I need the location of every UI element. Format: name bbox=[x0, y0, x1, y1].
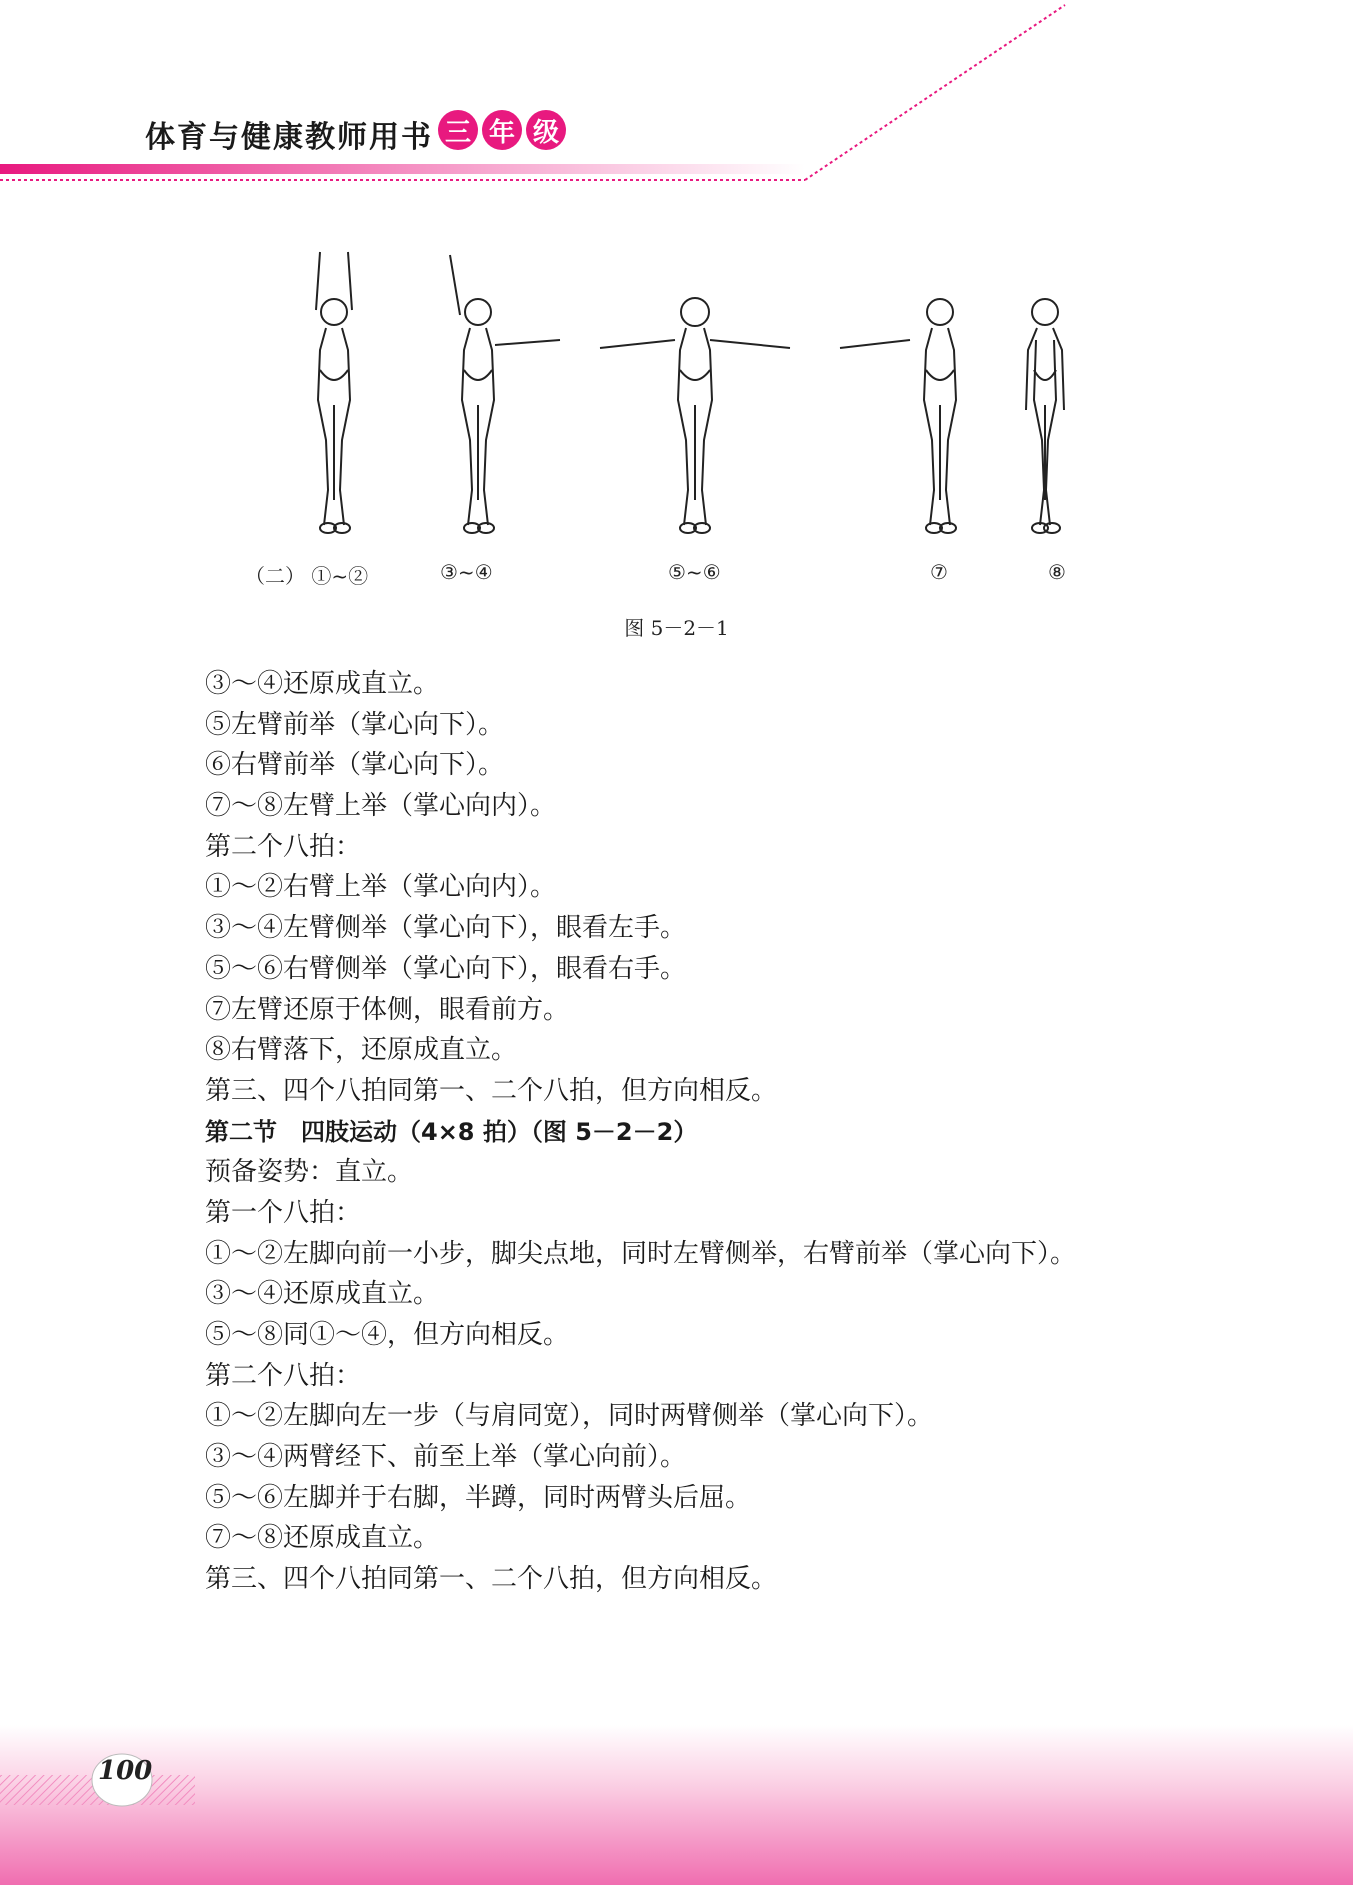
footer-decoration bbox=[0, 1725, 1353, 1885]
grade-char-1: 三 bbox=[438, 110, 478, 150]
text-line: ⑥右臂前举（掌心向下）。 bbox=[205, 750, 505, 781]
exercise-figure bbox=[280, 240, 1100, 540]
text-line: 预备姿势：直立。 bbox=[205, 1157, 414, 1188]
body-text bbox=[205, 664, 1205, 1600]
text-line: ①～②左脚向左一步（与肩同宽），同时两臂侧举（掌心向下）。 bbox=[205, 1401, 934, 1432]
book-title: 体育与健康教师用书 bbox=[145, 120, 433, 155]
section-heading: 第二节 四肢运动（4×8 拍）（图 5－2－2） bbox=[205, 1117, 698, 1146]
figure-pose-4 bbox=[840, 299, 956, 533]
text-line: ③～④还原成直立。 bbox=[205, 669, 440, 699]
figure-label-4: ⑦ bbox=[930, 560, 948, 584]
figure-label-2: ③~④ bbox=[440, 560, 493, 584]
text-line: ⑦左臂还原于体侧，眼看前方。 bbox=[205, 994, 570, 1025]
grade-char-2: 年 bbox=[482, 110, 522, 150]
text-line: ⑤左臂前举（掌心向下）。 bbox=[205, 709, 505, 740]
grade-char-3: 级 bbox=[526, 110, 566, 150]
figure-pose-5 bbox=[1026, 299, 1064, 533]
text-line: ⑤～⑥左脚并于右脚，半蹲，同时两臂头后屈。 bbox=[205, 1482, 752, 1513]
text-line: ③～④两臂经下、前至上举（掌心向前）。 bbox=[205, 1442, 687, 1473]
text-line: ⑦～⑧还原成直立。 bbox=[205, 1523, 440, 1554]
text-line: ⑦～⑧左臂上举（掌心向内）。 bbox=[205, 791, 557, 822]
text-line: 第三、四个八拍同第一、二个八拍，但方向相反。 bbox=[205, 1564, 778, 1595]
text-line: ③～④左臂侧举（掌心向下），眼看左手。 bbox=[205, 913, 687, 944]
text-line: ⑧右臂落下，还原成直立。 bbox=[205, 1035, 518, 1066]
page-number: 100 bbox=[98, 1756, 153, 1786]
text-line: ①～②左脚向前一小步，脚尖点地，同时左臂侧举，右臂前举（掌心向下）。 bbox=[205, 1238, 1077, 1269]
figure-label-5: ⑧ bbox=[1048, 560, 1066, 584]
text-line: 第二个八拍： bbox=[205, 831, 362, 862]
figure-pose-3 bbox=[600, 298, 790, 533]
figure-caption: 图 5－2－1 bbox=[624, 616, 729, 640]
figure-pose-1 bbox=[316, 252, 352, 533]
text-line: ⑤～⑥右臂侧举（掌心向下），眼看右手。 bbox=[205, 953, 687, 984]
text-line: ⑤～⑧同①～④，但方向相反。 bbox=[205, 1320, 570, 1350]
text-line: ①～②右臂上举（掌心向内）。 bbox=[205, 872, 557, 903]
text-line: ③～④还原成直立。 bbox=[205, 1279, 440, 1310]
figure-label-3: ⑤~⑥ bbox=[668, 560, 721, 584]
text-line: 第三、四个八拍同第一、二个八拍，但方向相反。 bbox=[205, 1075, 778, 1106]
text-line: 第二个八拍： bbox=[205, 1360, 362, 1391]
grade-badge bbox=[438, 110, 566, 150]
figure-label-1: （二） ①~② bbox=[245, 564, 369, 588]
header-decoration bbox=[0, 0, 1353, 200]
text-line: 第一个八拍： bbox=[205, 1197, 362, 1228]
figure-pose-2 bbox=[450, 255, 560, 533]
